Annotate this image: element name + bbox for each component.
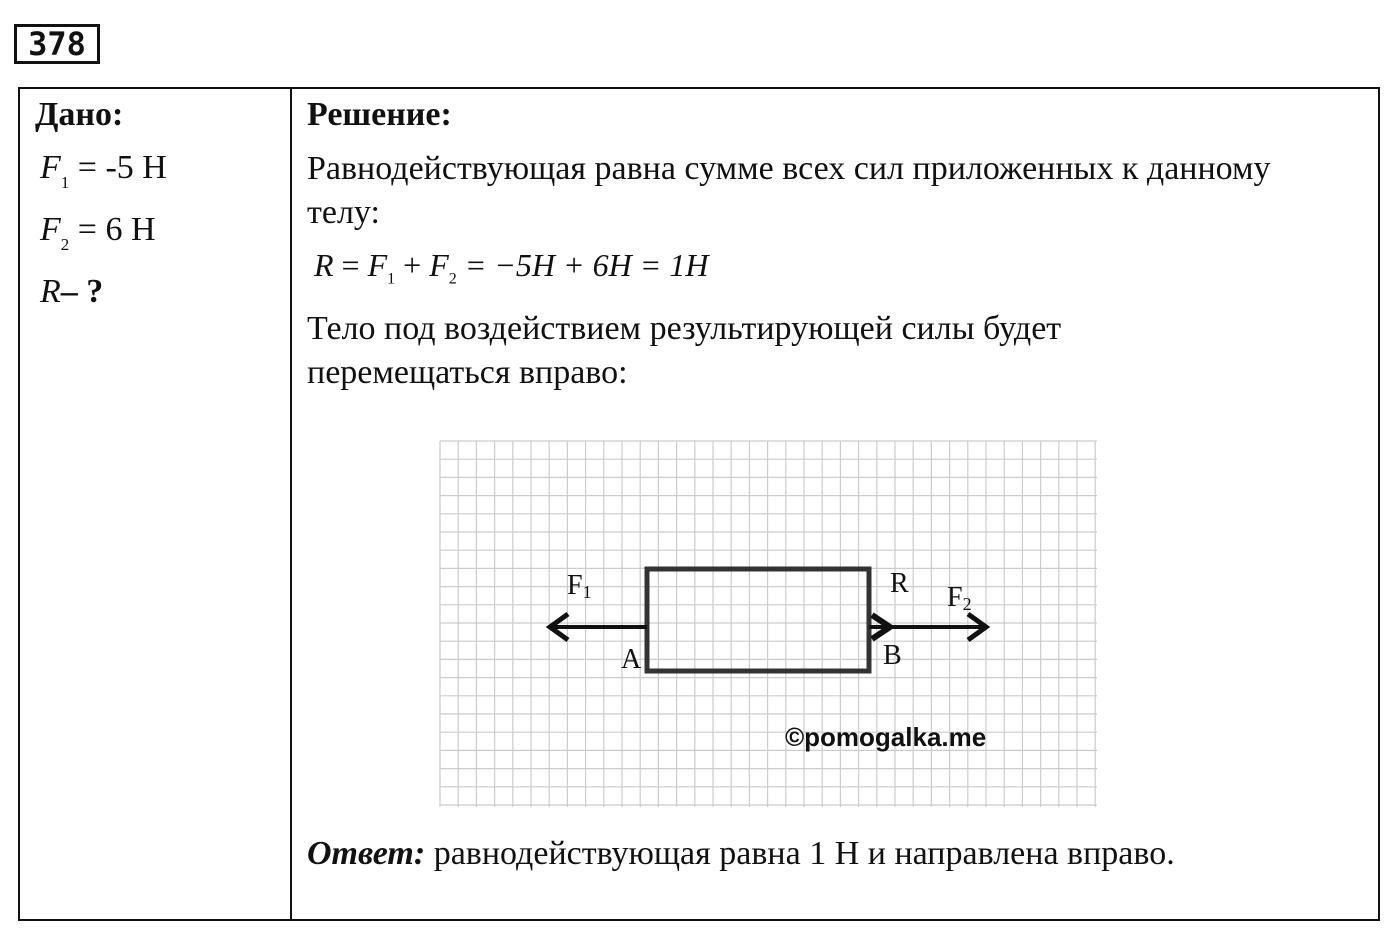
- given-f2-sub: 2: [60, 234, 70, 254]
- given-f2-value: = 6 Н: [69, 211, 156, 248]
- given-f1-var: F: [40, 149, 61, 186]
- solution-heading: Решение:: [307, 96, 452, 133]
- watermark: ©pomogalka.me: [785, 722, 987, 752]
- formula-sub-1: 1: [387, 270, 396, 288]
- answer-label: Ответ:: [307, 835, 426, 872]
- formula-term-1: F: [367, 247, 388, 283]
- formula-rhs: = −5H + 6H = 1H: [464, 247, 709, 283]
- formula-term-2: F: [429, 247, 449, 283]
- label-f2: F2: [947, 582, 972, 614]
- grid-paper: [440, 441, 1097, 807]
- given-f1-sub: 1: [60, 172, 70, 192]
- solution-paragraph-1: Равнодействующая равна сумме всех сил приложенных к данному телу:: [307, 150, 1271, 231]
- label-b: B: [883, 640, 902, 671]
- label-f1: F1: [567, 570, 592, 602]
- answer-text: равнодействующая равна 1 Н и направлена вправо.: [425, 835, 1175, 872]
- given-f2-var: F: [40, 211, 61, 248]
- given-r-question: – ?: [60, 273, 104, 310]
- formula: $R = F_1 + F_2 = -5H + 6H = 1H$: [314, 247, 709, 288]
- given-f2: [40, 211, 156, 253]
- answer: [307, 835, 1175, 873]
- solution-paragraph-2: Тело под воздействием результирующей силы будет перемещаться вправо:: [307, 310, 1062, 391]
- given-f1-value: = -5 Н: [69, 149, 167, 186]
- label-r: R: [890, 568, 909, 599]
- problem-number: 378: [14, 24, 100, 64]
- given-r: [40, 273, 103, 311]
- given-r-var: R: [40, 273, 61, 310]
- force-diagram: [420, 439, 1120, 811]
- label-a: A: [621, 644, 642, 675]
- body-rectangle: [647, 569, 869, 671]
- solution-table: [18, 87, 1380, 921]
- formula-sub-2: 2: [448, 270, 457, 288]
- given-f1: [40, 149, 167, 191]
- given-heading: Дано:: [35, 96, 124, 133]
- column-divider: [290, 89, 292, 919]
- formula-lhs: R: [314, 247, 334, 283]
